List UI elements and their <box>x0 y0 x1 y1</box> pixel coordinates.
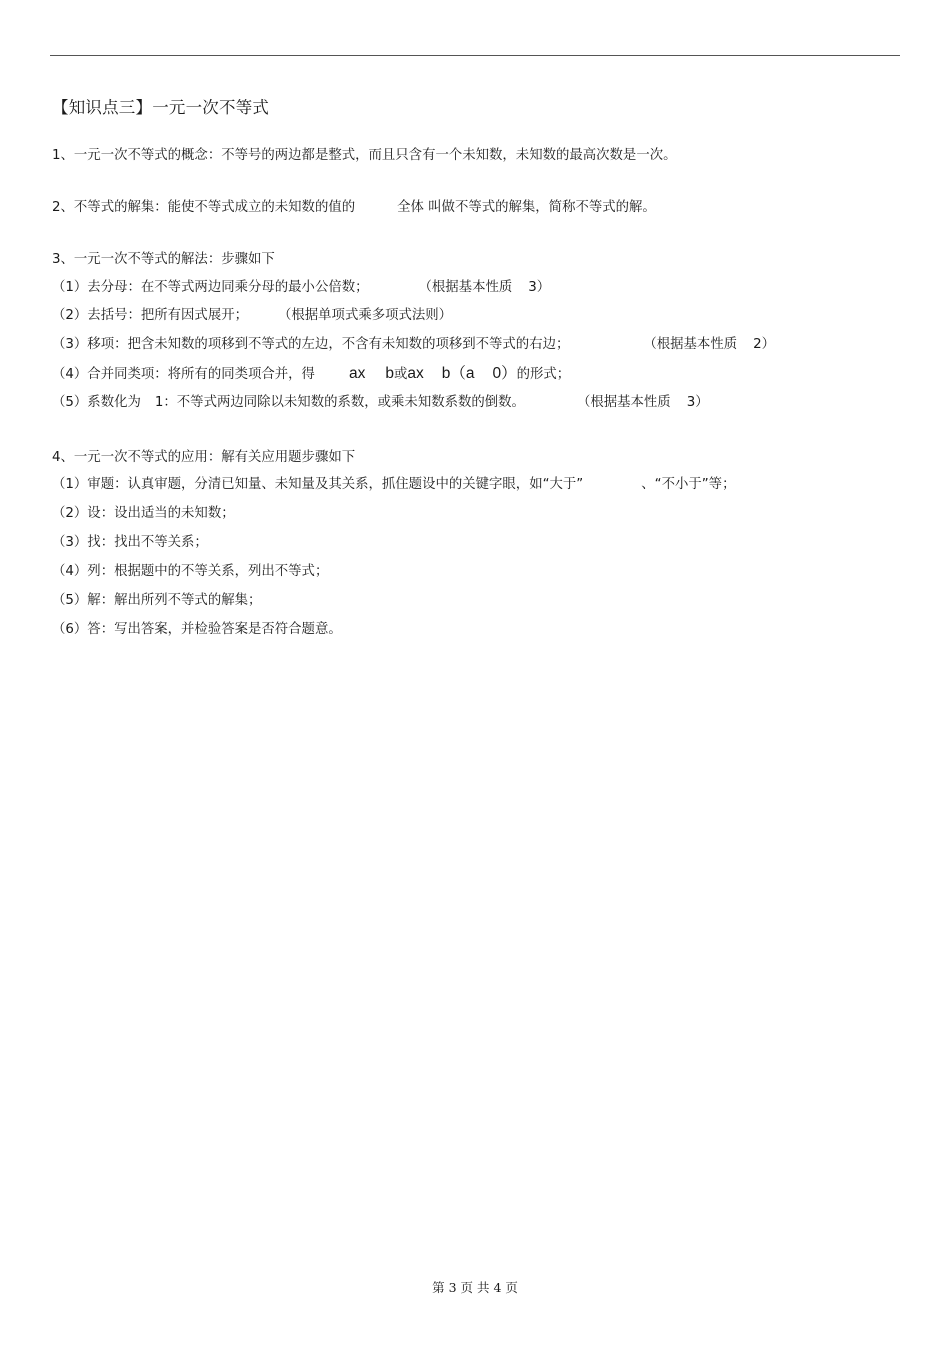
method-step-2-note: （根据单项式乘多项式法则） <box>278 308 453 323</box>
application-step-1 <box>52 476 735 494</box>
method-step-3-num: 2） <box>753 337 776 352</box>
solution-set-text-a: 2、不等式的解集：能使不等式成立的未知数的值的 <box>52 200 356 215</box>
method-step-3 <box>52 336 775 354</box>
method-step-4-text: （4）合并同类项：将所有的同类项合并，得 <box>52 367 315 382</box>
method-step-5-text-b: 1：不等式两边同除以未知数的系数，或乘未知数系数的倒数。 <box>154 395 525 410</box>
application-step-1-text-b: 、“不小于”等； <box>641 477 736 492</box>
application-step-6: （6）答：写出答案，并检验答案是否符合题意。 <box>52 622 342 637</box>
application-step-5: （5）解：解出所列不等式的解集； <box>52 593 262 608</box>
application-step-4: （4）列：根据题中的不等关系，列出不等式； <box>52 564 329 579</box>
application-step-1-text-a: （1）审题：认真审题，分清已知量、未知量及其关系，抓住题设中的关键字眼，如“大于” <box>52 477 584 492</box>
formula-ax-1: ax <box>348 365 366 382</box>
method-step-5-text-a: （5）系数化为 <box>52 395 141 410</box>
method-step-1-note: （根据基本性质 <box>418 280 513 295</box>
method-step-3-text: （3）移项：把含未知数的项移到不等式的左边，不含有未知数的项移到不等式的右边； <box>52 337 570 352</box>
method-step-2 <box>52 307 452 325</box>
method-heading: 3、一元一次不等式的解法：步骤如下 <box>52 252 275 267</box>
method-step-5 <box>52 394 709 412</box>
paragraph-concept: 1、一元一次不等式的概念：不等号的两边都是整式，而且只含有一个未知数，未知数的最高次数是一次。 <box>52 148 677 163</box>
method-step-1 <box>52 279 550 297</box>
application-heading: 4、一元一次不等式的应用：解有关应用题步骤如下 <box>52 450 356 465</box>
application-step-3: （3）找：找出不等关系； <box>52 535 208 550</box>
method-step-3-note: （根据基本性质 <box>643 337 738 352</box>
method-step-4 <box>52 365 570 384</box>
formula-zero: 0） <box>492 365 517 382</box>
method-step-5-num: 3） <box>686 395 709 410</box>
method-step-1-num: 3） <box>528 280 551 295</box>
method-step-1-text: （1）去分母：在不等式两边同乘分母的最小公倍数； <box>52 280 369 295</box>
formula-b-1: b <box>385 365 394 382</box>
formula-ax-2: ax <box>407 365 424 382</box>
method-step-4-tail: 的形式； <box>516 367 571 382</box>
application-step-2: （2）设：设出适当的未知数； <box>52 506 235 521</box>
page-footer: 第 3 页 共 4 页 <box>432 1280 518 1295</box>
method-step-2-text: （2）去括号：把所有因式展开； <box>52 308 248 323</box>
paragraph-solution-set <box>52 199 656 217</box>
formula-b-2: b（ <box>441 365 466 382</box>
method-step-5-note: （根据基本性质 <box>576 395 671 410</box>
header-rule <box>50 55 900 56</box>
formula-a: a <box>465 365 475 382</box>
solution-set-text-b: 全体 叫做不等式的解集，简称不等式的解。 <box>397 200 656 215</box>
section-title: 【知识点三】一元一次不等式 <box>52 98 270 117</box>
formula-or: 或 <box>393 367 408 382</box>
